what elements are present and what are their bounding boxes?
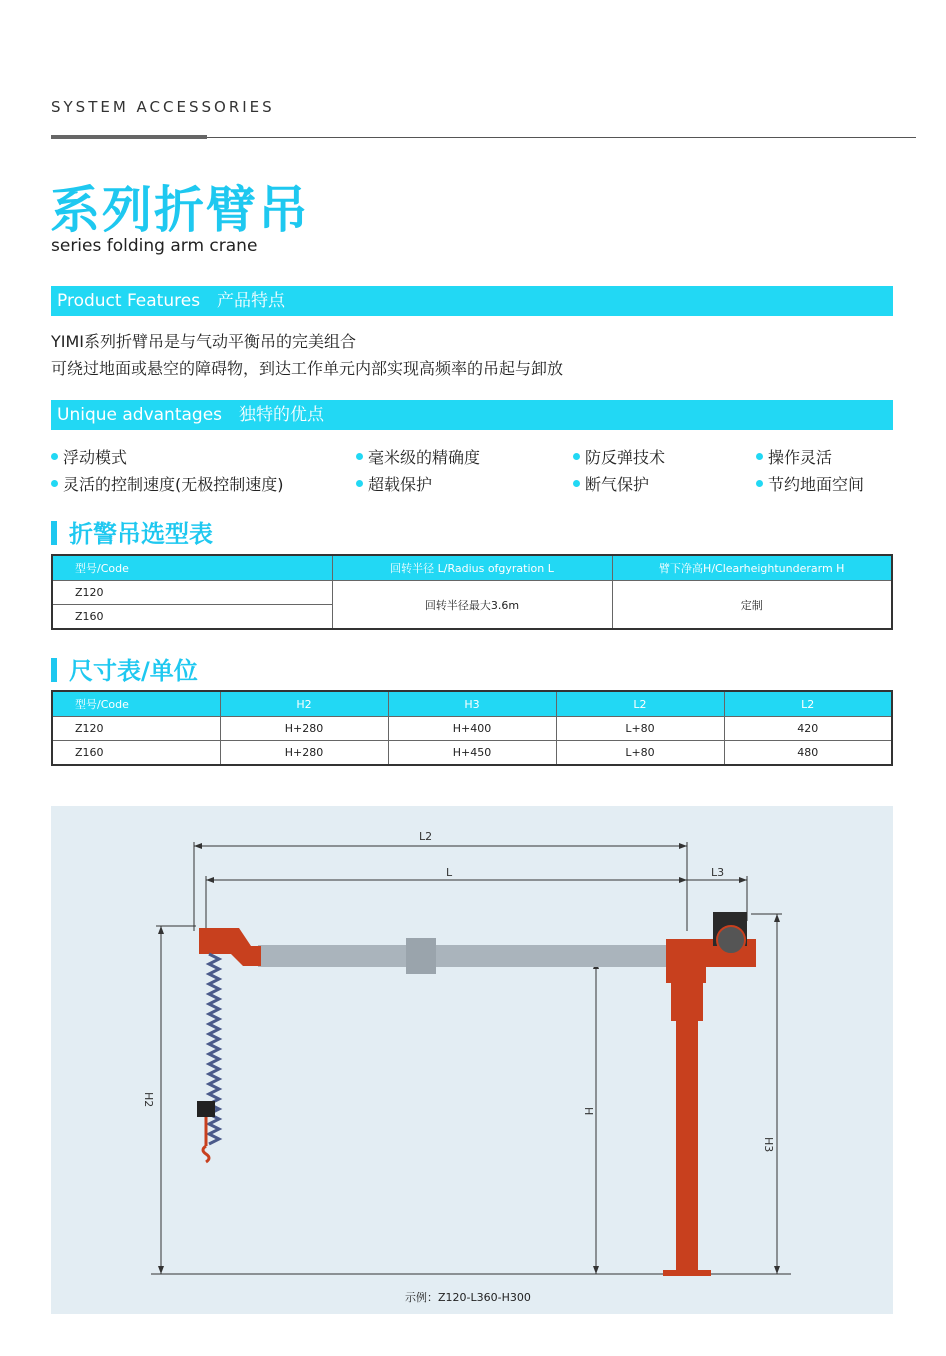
product-features-bar: Product Features 产品特点 <box>51 286 893 316</box>
feature-line-2: 可绕过地面或悬空的障碍物，到达工作单元内部实现高频率的吊起与卸放 <box>51 359 564 378</box>
bullet-icon <box>51 480 58 487</box>
label-h: H <box>582 1107 595 1116</box>
table-cell: Z160 <box>52 741 220 766</box>
label-h2: H2 <box>142 1092 155 1108</box>
table-header-cell: H3 <box>388 691 556 717</box>
heading-marker <box>51 521 57 545</box>
column-head <box>666 939 706 983</box>
table-cell: 420 <box>724 717 892 741</box>
table-row <box>52 741 892 766</box>
table-header-row <box>52 691 892 717</box>
table-cell: 480 <box>724 741 892 766</box>
advantage-item: 浮动模式 <box>51 445 127 468</box>
bullet-icon <box>756 480 763 487</box>
table-header-cell: 型号/Code <box>52 691 220 717</box>
feature-line-1: YIMI系列折臂吊是与气动平衡吊的完美组合 <box>51 332 357 351</box>
table-cell: Z120 <box>52 717 220 741</box>
table-cell: H+400 <box>388 717 556 741</box>
advantage-item: 节约地面空间 <box>756 472 864 495</box>
hoist-controller <box>197 1101 215 1117</box>
advantage-item: 防反弹技术 <box>573 445 665 468</box>
arrow-icon <box>206 877 214 883</box>
bullet-icon <box>573 480 580 487</box>
unique-advantages-bar: Unique advantages 独特的优点 <box>51 400 893 430</box>
table-cell: H+450 <box>388 741 556 766</box>
advantage-item: 操作灵活 <box>756 445 832 468</box>
hook-icon <box>203 1146 209 1162</box>
table-cell: 定制 <box>612 581 892 630</box>
table-row <box>52 581 892 605</box>
table-cell: Z160 <box>52 605 332 630</box>
column-base-plate <box>663 1270 711 1276</box>
table-cell: L+80 <box>556 717 724 741</box>
bullet-icon <box>51 453 58 460</box>
label-l2: L2 <box>419 830 433 843</box>
page-subtitle: series folding arm crane <box>51 236 258 256</box>
table-header-cell: L2 <box>556 691 724 717</box>
crane-arm <box>258 945 668 967</box>
header-rule-accent <box>51 135 207 139</box>
table-cell: L+80 <box>556 741 724 766</box>
table-header-cell: 型号/Code <box>52 555 332 581</box>
table-header-cell: H2 <box>220 691 388 717</box>
label-l3: L3 <box>711 866 725 879</box>
table-header-cell: L2 <box>724 691 892 717</box>
arrow-icon <box>679 877 687 883</box>
page-title: 系列折臂吊 <box>50 181 310 239</box>
advantage-item: 灵活的控制速度(无极控制速度) <box>51 472 284 495</box>
table-cell: Z120 <box>52 581 332 605</box>
arrow-icon <box>679 843 687 849</box>
arrow-icon <box>158 1266 164 1274</box>
bullet-icon <box>573 453 580 460</box>
advantage-item: 断气保护 <box>573 472 649 495</box>
bullet-icon <box>756 453 763 460</box>
table-row <box>52 717 892 741</box>
advantage-item: 超载保护 <box>356 472 432 495</box>
crane-diagram <box>51 806 893 1314</box>
arrow-icon <box>593 1266 599 1274</box>
size-table <box>51 690 893 766</box>
advantage-item: 毫米级的精确度 <box>356 445 480 468</box>
label-l: L <box>446 866 453 879</box>
arrow-icon <box>774 1266 780 1274</box>
bullet-icon <box>356 480 363 487</box>
diagram-caption: 示例：Z120-L360-H300 <box>405 1291 531 1304</box>
label-h3: H3 <box>762 1137 775 1153</box>
arm-end-bracket <box>199 928 261 966</box>
selection-table-heading: 折警吊选型表 <box>51 514 213 549</box>
table-cell: H+280 <box>220 741 388 766</box>
table-header-row <box>52 555 892 581</box>
header-label: SYSTEM ACCESSORIES <box>51 98 275 116</box>
heading-marker <box>51 658 57 682</box>
arrow-icon <box>194 843 202 849</box>
table-header-cell: 臂下净高H/Clearheightunderarm H <box>612 555 892 581</box>
size-table-heading: 尺寸表/单位 <box>51 651 198 686</box>
table-cell: 回转半径最大3.6m <box>332 581 612 630</box>
bullet-icon <box>356 453 363 460</box>
crane-column <box>676 1021 698 1274</box>
arm-joint <box>406 938 436 974</box>
selection-table <box>51 554 893 630</box>
table-cell: H+280 <box>220 717 388 741</box>
table-header-cell: 回转半径 L/Radius ofgyration L <box>332 555 612 581</box>
arrow-icon <box>158 926 164 934</box>
arrow-icon <box>739 877 747 883</box>
column-collar <box>671 983 703 1021</box>
motor-wheel <box>717 926 745 954</box>
crane-diagram-svg <box>51 806 893 1314</box>
arrow-icon <box>774 914 780 922</box>
